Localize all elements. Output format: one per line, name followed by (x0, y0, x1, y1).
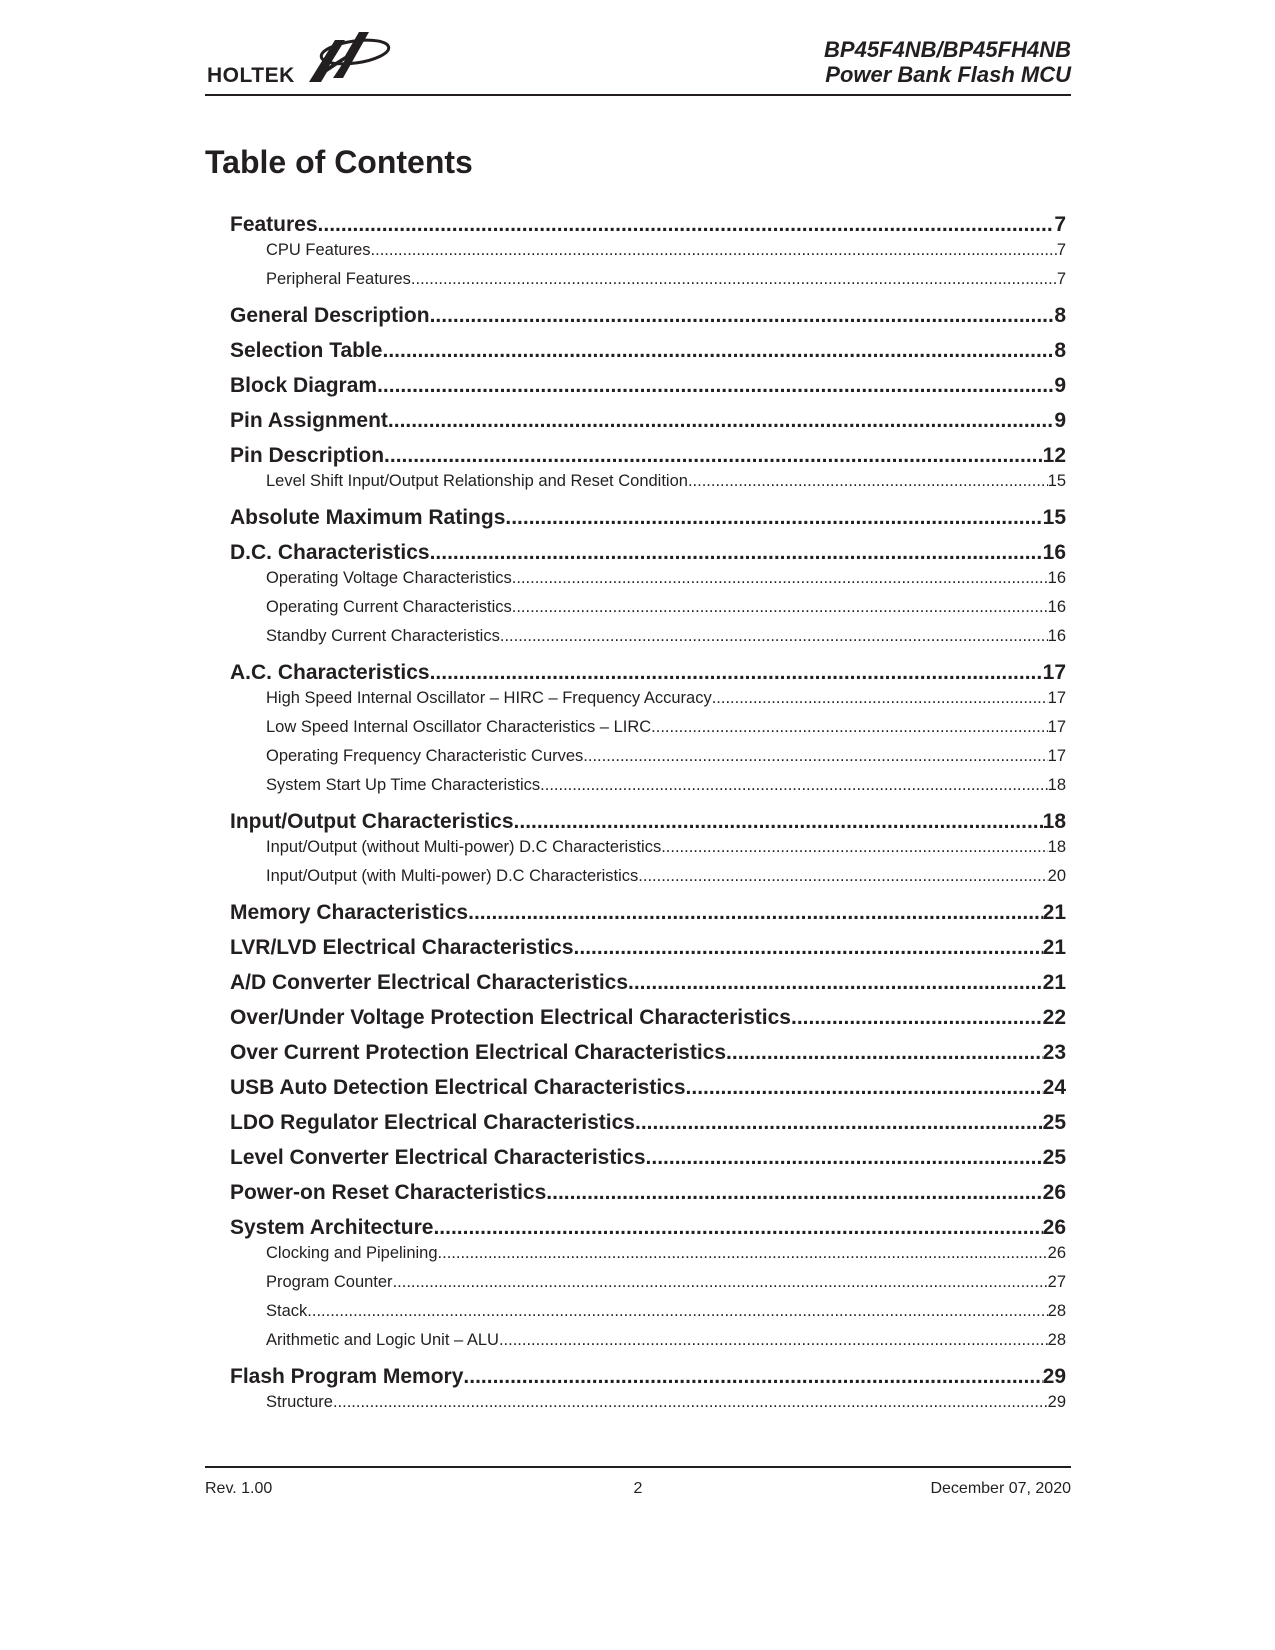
dot-leader (574, 936, 1043, 960)
toc-heading-page-number: 8 (1054, 304, 1066, 327)
toc-subheading-entry[interactable] (230, 746, 1066, 775)
toc-subheading-entry[interactable] (230, 866, 1066, 901)
toc-subheading-label: Input/Output (with Multi-power) D.C Characteristics (266, 867, 639, 885)
part-number: BP45F4NB/BP45FH4NB (824, 37, 1071, 62)
toc-heading-page-number: 23 (1042, 1041, 1066, 1064)
toc-heading-page-number: 15 (1042, 506, 1066, 529)
toc-subheading-label: Operating Frequency Characteristic Curves (266, 747, 584, 765)
toc-subheading-page-number: 18 (1047, 838, 1066, 856)
toc-heading-entry[interactable] (230, 1041, 1066, 1076)
dot-leader (318, 213, 1055, 237)
toc-subheading-page-number: 28 (1047, 1331, 1066, 1349)
toc-heading-entry[interactable] (230, 971, 1066, 1006)
toc-section (230, 661, 1066, 810)
toc-heading-entry[interactable] (230, 374, 1066, 409)
toc-section (230, 1041, 1066, 1076)
header-product-info (824, 37, 1071, 87)
product-name: Power Bank Flash MCU (825, 62, 1071, 87)
toc-subheading-label: Arithmetic and Logic Unit – ALU (266, 1331, 499, 1349)
dot-leader (651, 717, 1047, 737)
toc-section (230, 1146, 1066, 1181)
dot-leader (661, 837, 1047, 857)
toc-heading-label: Pin Description (230, 444, 385, 467)
toc-heading-label: A.C. Characteristics (230, 661, 430, 684)
toc-heading-label: System Architecture (230, 1216, 434, 1239)
toc-section (230, 213, 1066, 304)
dot-leader (333, 1392, 1048, 1412)
toc-heading-label: LVR/LVD Electrical Characteristics (230, 936, 574, 959)
dot-leader (411, 269, 1057, 289)
toc-subheading-entry[interactable] (230, 688, 1066, 717)
toc-section (230, 506, 1066, 541)
toc-subheading-entry[interactable] (230, 269, 1066, 304)
toc-heading-page-number: 22 (1042, 1006, 1066, 1029)
toc-subheading-page-number: 17 (1047, 747, 1066, 765)
toc-heading-label: A/D Converter Electrical Characteristics (230, 971, 629, 994)
toc-subheading-label: Program Counter (266, 1273, 393, 1291)
toc-subheading-label: Peripheral Features (266, 270, 411, 288)
toc-subheading-entry[interactable] (230, 717, 1066, 746)
dot-leader (393, 1272, 1048, 1292)
toc-heading-entry[interactable] (230, 339, 1066, 374)
toc-section (230, 541, 1066, 661)
dot-leader (514, 810, 1043, 834)
toc-section (230, 374, 1066, 409)
dot-leader (371, 240, 1057, 260)
toc-heading-label: USB Auto Detection Electrical Characteristics (230, 1076, 686, 1099)
toc-subheading-page-number: 16 (1047, 627, 1066, 645)
toc-subheading-entry[interactable] (230, 837, 1066, 866)
toc-heading-entry[interactable] (230, 936, 1066, 971)
toc-subheading-entry[interactable] (230, 775, 1066, 810)
toc-subheading-page-number: 17 (1047, 689, 1066, 707)
toc-subheading-label: Stack (266, 1302, 308, 1320)
toc-heading-label: Over/Under Voltage Protection Electrical Characteristics (230, 1006, 791, 1029)
toc-heading-entry[interactable] (230, 1111, 1066, 1146)
holtek-logo (205, 28, 395, 90)
dot-leader (546, 1181, 1042, 1205)
dot-leader (468, 901, 1043, 925)
toc-subheading-page-number: 18 (1047, 776, 1066, 794)
toc-heading-page-number: 24 (1042, 1076, 1066, 1099)
toc-heading-entry[interactable] (230, 1216, 1066, 1243)
dot-leader (384, 444, 1043, 468)
toc-heading-entry[interactable] (230, 901, 1066, 936)
toc-heading-entry[interactable] (230, 506, 1066, 541)
revision-label: Rev. 1.00 (205, 1480, 273, 1497)
toc-heading-page-number: 26 (1042, 1216, 1066, 1239)
toc-subheading-page-number: 17 (1047, 718, 1066, 736)
toc-heading-page-number: 25 (1042, 1111, 1066, 1134)
toc-heading-label: Block Diagram (230, 374, 378, 397)
toc-subheading-page-number: 16 (1047, 598, 1066, 616)
toc-section (230, 1365, 1066, 1427)
toc-subheading-entry[interactable] (230, 626, 1066, 661)
toc-heading-page-number: 25 (1042, 1146, 1066, 1169)
toc-section (230, 304, 1066, 339)
toc-heading-entry[interactable] (230, 1146, 1066, 1181)
toc-heading-label: General Description (230, 304, 430, 327)
dot-leader (635, 1111, 1043, 1135)
dot-leader (463, 1365, 1042, 1389)
page-title: Table of Contents (205, 144, 473, 180)
dot-leader (377, 374, 1054, 398)
toc-subheading-page-number: 16 (1047, 569, 1066, 587)
dot-leader (688, 471, 1048, 491)
toc-heading-page-number: 26 (1042, 1181, 1066, 1204)
toc-subheading-label: Structure (266, 1393, 333, 1411)
toc-heading-label: Power-on Reset Characteristics (230, 1181, 547, 1204)
toc-subheading-entry[interactable] (230, 240, 1066, 269)
toc-subheading-label: Input/Output (without Multi-power) D.C Characteristics (266, 838, 662, 856)
toc-heading-page-number: 21 (1042, 971, 1066, 994)
page-header (205, 28, 1071, 96)
toc-subheading-entry[interactable] (230, 1330, 1066, 1365)
dot-leader (628, 971, 1043, 995)
toc-subheading-page-number: 7 (1056, 270, 1066, 288)
footer-divider (205, 1466, 1071, 1468)
toc-section (230, 1181, 1066, 1216)
toc-section (230, 810, 1066, 901)
toc-subheading-label: Clocking and Pipelining (266, 1244, 438, 1262)
toc-subheading-label: Level Shift Input/Output Relationship and Reset Condition (266, 472, 688, 490)
toc-heading-entry[interactable] (230, 444, 1066, 471)
toc-heading-entry[interactable] (230, 541, 1066, 568)
toc-heading-label: D.C. Characteristics (230, 541, 430, 564)
toc-heading-entry[interactable] (230, 1365, 1066, 1392)
dot-leader (505, 506, 1042, 530)
toc-heading-entry[interactable] (230, 1006, 1066, 1041)
logo-wordmark: HOLTEK (207, 64, 295, 87)
toc-subheading-entry[interactable] (230, 1301, 1066, 1330)
toc-heading-entry[interactable] (230, 1076, 1066, 1111)
toc-subheading-label: Operating Voltage Characteristics (266, 569, 512, 587)
toc-subheading-entry[interactable] (230, 597, 1066, 626)
toc-heading-label: Selection Table (230, 339, 383, 362)
toc-heading-label: Over Current Protection Electrical Characteristics (230, 1041, 727, 1064)
toc-subheading-label: System Start Up Time Characteristics (266, 776, 541, 794)
toc-subheading-page-number: 7 (1056, 241, 1066, 259)
toc-subheading-page-number: 26 (1047, 1244, 1066, 1262)
toc-subheading-entry[interactable] (230, 568, 1066, 597)
toc-subheading-entry[interactable] (230, 471, 1066, 506)
toc-section (230, 901, 1066, 936)
dot-leader (512, 568, 1048, 588)
toc-section (230, 1076, 1066, 1111)
toc-heading-label: Memory Characteristics (230, 901, 469, 924)
toc-heading-label: Level Converter Electrical Characteristics (230, 1146, 646, 1169)
dot-leader (686, 1076, 1043, 1100)
dot-leader (430, 541, 1043, 565)
toc-subheading-page-number: 15 (1047, 472, 1066, 490)
toc-heading-label: Absolute Maximum Ratings (230, 506, 506, 529)
dot-leader (430, 661, 1043, 685)
toc-heading-page-number: 9 (1054, 409, 1066, 432)
dot-leader (438, 1243, 1048, 1263)
toc-subheading-page-number: 20 (1047, 867, 1066, 885)
toc-subheading-page-number: 27 (1047, 1273, 1066, 1291)
toc-heading-entry[interactable] (230, 1181, 1066, 1216)
toc-subheading-page-number: 28 (1047, 1302, 1066, 1320)
toc-subheading-entry[interactable] (230, 1392, 1066, 1427)
toc-heading-page-number: 9 (1054, 374, 1066, 397)
toc-section (230, 1216, 1066, 1365)
toc-heading-label: Features (230, 213, 318, 236)
dot-leader (583, 746, 1047, 766)
toc-heading-page-number: 12 (1042, 444, 1066, 467)
toc-section (230, 444, 1066, 506)
toc-heading-page-number: 17 (1042, 661, 1066, 684)
dot-leader (791, 1006, 1043, 1030)
toc-subheading-label: Standby Current Characteristics (266, 627, 500, 645)
dot-leader (512, 597, 1048, 617)
toc-heading-entry[interactable] (230, 409, 1066, 444)
toc-section (230, 1006, 1066, 1041)
holtek-logo-mark-icon (305, 28, 393, 84)
dot-leader (499, 1330, 1048, 1350)
dot-leader (307, 1301, 1047, 1321)
toc-heading-entry[interactable] (230, 810, 1066, 837)
toc-section (230, 1111, 1066, 1146)
dot-leader (540, 775, 1047, 795)
dot-leader (638, 866, 1047, 886)
dot-leader (726, 1041, 1043, 1065)
dot-leader (646, 1146, 1043, 1170)
toc-heading-label: Input/Output Characteristics (230, 810, 514, 833)
toc-subheading-label: Operating Current Characteristics (266, 598, 512, 616)
toc-heading-page-number: 16 (1042, 541, 1066, 564)
dot-leader (383, 339, 1055, 363)
toc-heading-page-number: 18 (1042, 810, 1066, 833)
toc-subheading-page-number: 29 (1047, 1393, 1066, 1411)
dot-leader (433, 1216, 1042, 1240)
toc-heading-page-number: 7 (1054, 213, 1066, 236)
toc-subheading-label: Low Speed Internal Oscillator Characteristics – LIRC (266, 718, 652, 736)
toc-heading-entry[interactable] (230, 213, 1066, 240)
toc-subheading-label: CPU Features (266, 241, 371, 259)
toc-section (230, 409, 1066, 444)
toc-heading-entry[interactable] (230, 304, 1066, 339)
toc-heading-page-number: 21 (1042, 936, 1066, 959)
toc-section (230, 936, 1066, 971)
page-number: 2 (633, 1480, 643, 1497)
toc-heading-entry[interactable] (230, 661, 1066, 688)
table-of-contents (230, 213, 1066, 1427)
toc-subheading-entry[interactable] (230, 1272, 1066, 1301)
header-divider (205, 94, 1071, 96)
toc-heading-page-number: 8 (1054, 339, 1066, 362)
toc-subheading-entry[interactable] (230, 1243, 1066, 1272)
toc-subheading-label: High Speed Internal Oscillator – HIRC – Frequency Accuracy (266, 689, 712, 707)
publication-date: December 07, 2020 (930, 1480, 1071, 1497)
dot-leader (712, 688, 1048, 708)
toc-heading-page-number: 29 (1042, 1365, 1066, 1388)
toc-heading-label: Pin Assignment (230, 409, 388, 432)
dot-leader (430, 304, 1055, 328)
toc-section (230, 339, 1066, 374)
toc-heading-page-number: 21 (1042, 901, 1066, 924)
toc-section (230, 971, 1066, 1006)
dot-leader (500, 626, 1048, 646)
dot-leader (388, 409, 1054, 433)
toc-heading-label: LDO Regulator Electrical Characteristics (230, 1111, 635, 1134)
toc-heading-label: Flash Program Memory (230, 1365, 464, 1388)
